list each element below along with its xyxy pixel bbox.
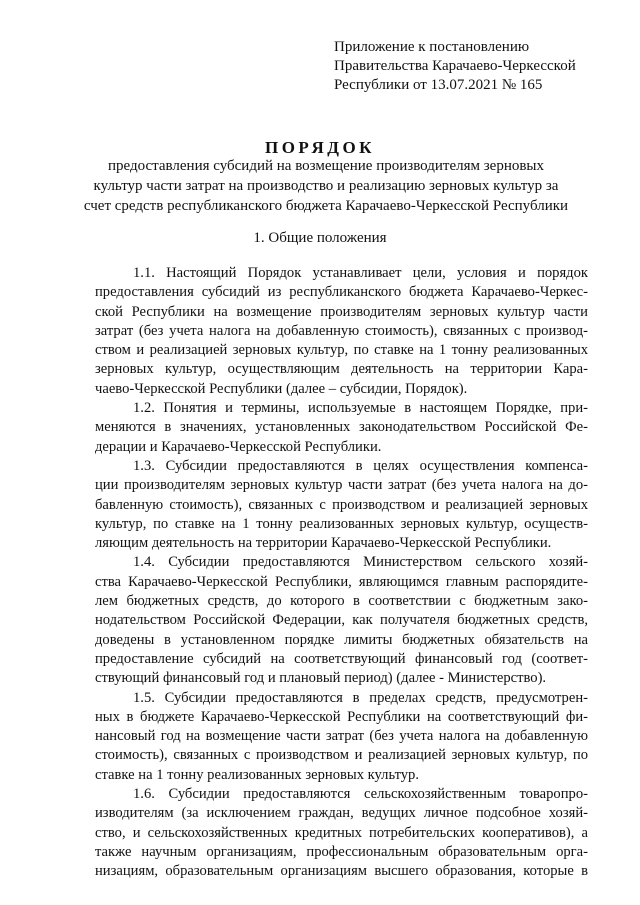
appendix-line: Приложение к постановлению	[334, 39, 530, 55]
body-line: 1.3. Субсидии предоставляются в целях осуществления компенса-	[133, 457, 588, 474]
body-text	[95, 264, 588, 882]
body-line: ляющим деятельность на территории Карачаево-Черкесской Республики.	[95, 535, 552, 552]
body-line: 1.4. Субсидии предоставляются Министерством сельского хозяй-	[133, 554, 588, 571]
body-line: нодательством Российской Федерации, как получателя бюджетных средств,	[95, 612, 588, 629]
subtitle-line: культур части затрат на производство и реализацию зерновых культур за	[93, 178, 559, 194]
document-subtitle	[80, 156, 572, 216]
body-line: ствующий финансовый год и плановый период) (далее - Министерство).	[95, 670, 547, 687]
body-line: ных в бюджете Карачаево-Черкесской Республики на соответствующий фи-	[95, 708, 588, 725]
body-line: ставке на 1 тонну реализованных зерновых культур.	[95, 766, 419, 783]
appendix-note	[334, 38, 624, 95]
body-line: ством и реализацией зерновых культур, по ставке на 1 тонну реализованных	[95, 342, 588, 359]
body-line: меняются в значениях, установленных законодательством Российской Фе-	[95, 419, 588, 436]
body-line: 1.1. Настоящий Порядок устанавливает цели, условия и порядок	[133, 265, 588, 281]
body-line: бавленную стоимость), связанных с производством и реализацией зерновых	[95, 496, 588, 513]
body-line: стоимость), связанных с производством и реализацией зерновых культур, по	[95, 747, 588, 764]
body-line: доведены в установленном порядке лимиты бюджетных обязательств на	[95, 631, 588, 648]
body-line: ции производителям зерновых культур части затрат (без учета налога на до-	[95, 477, 588, 494]
body-line: 1.6. Субсидии предоставляются сельскохозяйственным товаропро-	[133, 786, 588, 803]
appendix-line: Правительства Карачаево-Черкесской	[334, 58, 576, 74]
body-line: предоставления субсидий из республиканского бюджета Карачаево-Черкес-	[95, 284, 588, 301]
body-line: ство, и сельскохозяйственных кредитных потребительских кооперативов), а	[95, 824, 588, 841]
body-line: культур, по ставке на 1 тонну реализованных зерновых культур, осуществ-	[95, 515, 588, 532]
appendix-line: Республики от 13.07.2021 № 165	[334, 77, 543, 93]
subtitle-line: предоставления субсидий на возмещение производителям зерновых	[107, 158, 545, 174]
body-line: чаево-Черкесской Республики (далее – субсидии, Порядок).	[95, 380, 468, 397]
subtitle-line: счет средств республиканского бюджета Карачаево-Черкесской Республики	[83, 198, 569, 214]
body-line: 1.2. Понятия и термины, используемые в настоящем Порядке, при-	[133, 400, 588, 417]
body-line: также научным организациям, профессиональным образовательным орга-	[95, 843, 588, 860]
body-line: лем бюджетных средств, до которого в соответствии с бюджетным зако-	[95, 593, 588, 610]
body-line: затрат (без учета налога на добавленную стоимость), связанных с производ-	[95, 322, 588, 339]
body-line: низациям, образовательным организациям высшего образования, которые в	[95, 863, 588, 880]
body-line: нансовый год на возмещение части затрат (без учета налога на добавленную	[95, 728, 588, 745]
body-line: дерации и Карачаево-Черкесской Республики.	[95, 438, 382, 455]
document-title: ПОРЯДОК	[264, 138, 375, 157]
body-line: предоставление субсидий на соответствующий финансовый год (соответ-	[95, 650, 588, 667]
body-line: изводителям (за исключением граждан, ведущих личное подсобное хозяй-	[95, 805, 588, 822]
body-line: 1.5. Субсидии предоставляются в пределах средств, предусмотрен-	[133, 689, 588, 706]
body-line: зерновых культур, осуществляющим деятельность на территории Кара-	[95, 361, 588, 378]
section-heading: 1. Общие положения	[253, 230, 387, 246]
body-line: ства Карачаево-Черкесской Республики, являющимся главным распорядите-	[95, 573, 588, 590]
body-line: ской Республики на возмещение производителям зерновых культур части	[95, 303, 588, 320]
